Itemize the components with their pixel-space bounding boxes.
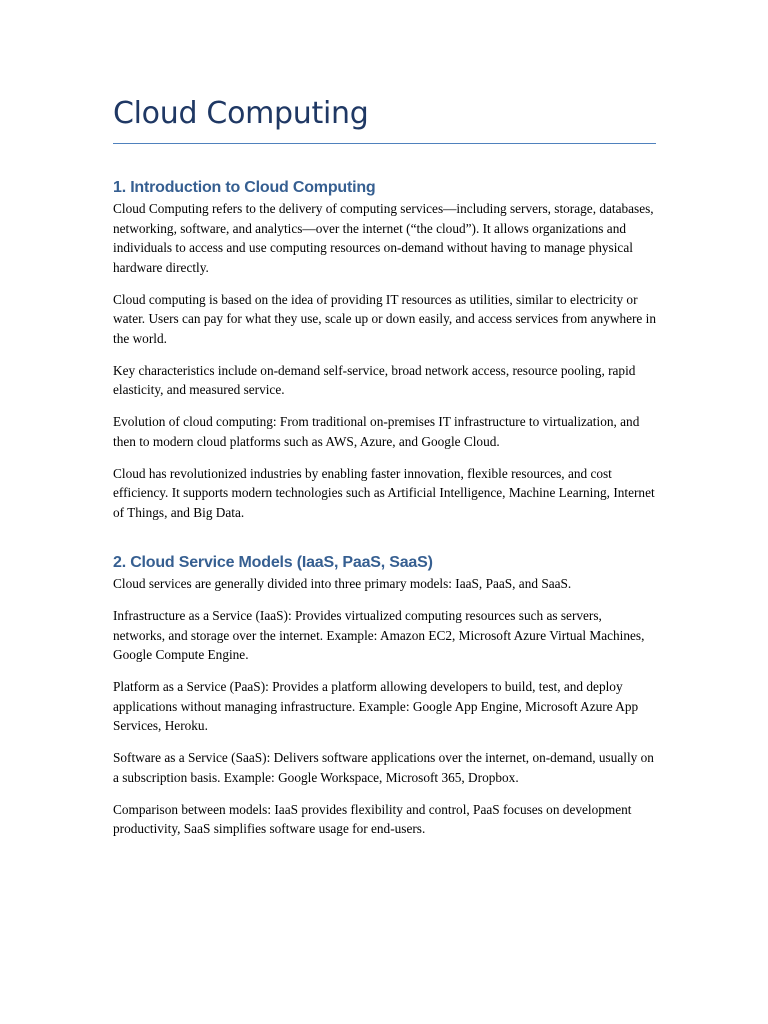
paragraph: Cloud computing is based on the idea of providing IT resources as utilities, similar to electricity or water. Users can pay for what they use, scale up or down easily, and access services from anywhere in the world.	[113, 291, 657, 346]
section-introduction	[113, 177, 656, 522]
paragraph: Platform as a Service (PaaS): Provides a platform allowing developers to build, test, and deploy applications without managing infrastructure. Example: Google App Engine, Microsoft Azure App Services, Heroku.	[113, 679, 639, 733]
section-heading: 2. Cloud Service Models (IaaS, PaaS, SaaS)	[113, 554, 433, 571]
section-service-models	[113, 552, 656, 839]
document-body	[113, 94, 656, 839]
paragraph: Comparison between models: IaaS provides flexibility and control, PaaS focuses on development productivity, SaaS simplifies software usage for end-users.	[113, 801, 632, 836]
paragraph: Software as a Service (SaaS): Delivers software applications over the internet, on-demand, usually on a subscription basis. Example: Google Workspace, Microsoft 365, Dropbox.	[113, 750, 654, 785]
section-heading: 1. Introduction to Cloud Computing	[113, 179, 376, 196]
paragraph: Cloud has revolutionized industries by enabling faster innovation, flexible resources, and cost efficiency. It supports modern technologies such as Artificial Intelligence, Machine Learning, Internet of Things, and Big Data.	[113, 465, 655, 520]
document-title: Cloud Computing	[113, 94, 656, 144]
paragraph: Cloud Computing refers to the delivery of computing services—including servers, storage, databases, networking, software, and analytics—over the internet (“the cloud”). It allows organizations and individuals to access and use computing resources on-demand without having to manage physical hardware directly.	[113, 201, 654, 275]
paragraph: Cloud services are generally divided into three primary models: IaaS, PaaS, and SaaS.	[113, 576, 572, 591]
paragraph: Key characteristics include on-demand self-service, broad network access, resource pooling, rapid elasticity, and measured service.	[113, 362, 636, 397]
paragraph: Infrastructure as a Service (IaaS): Provides virtualized computing resources such as servers, networks, and storage over the internet. Example: Amazon EC2, Microsoft Azure Virtual Machines, Google Compute Engine.	[113, 608, 645, 662]
paragraph: Evolution of cloud computing: From traditional on-premises IT infrastructure to virtualization, and then to modern cloud platforms such as AWS, Azure, and Google Cloud.	[113, 414, 640, 449]
